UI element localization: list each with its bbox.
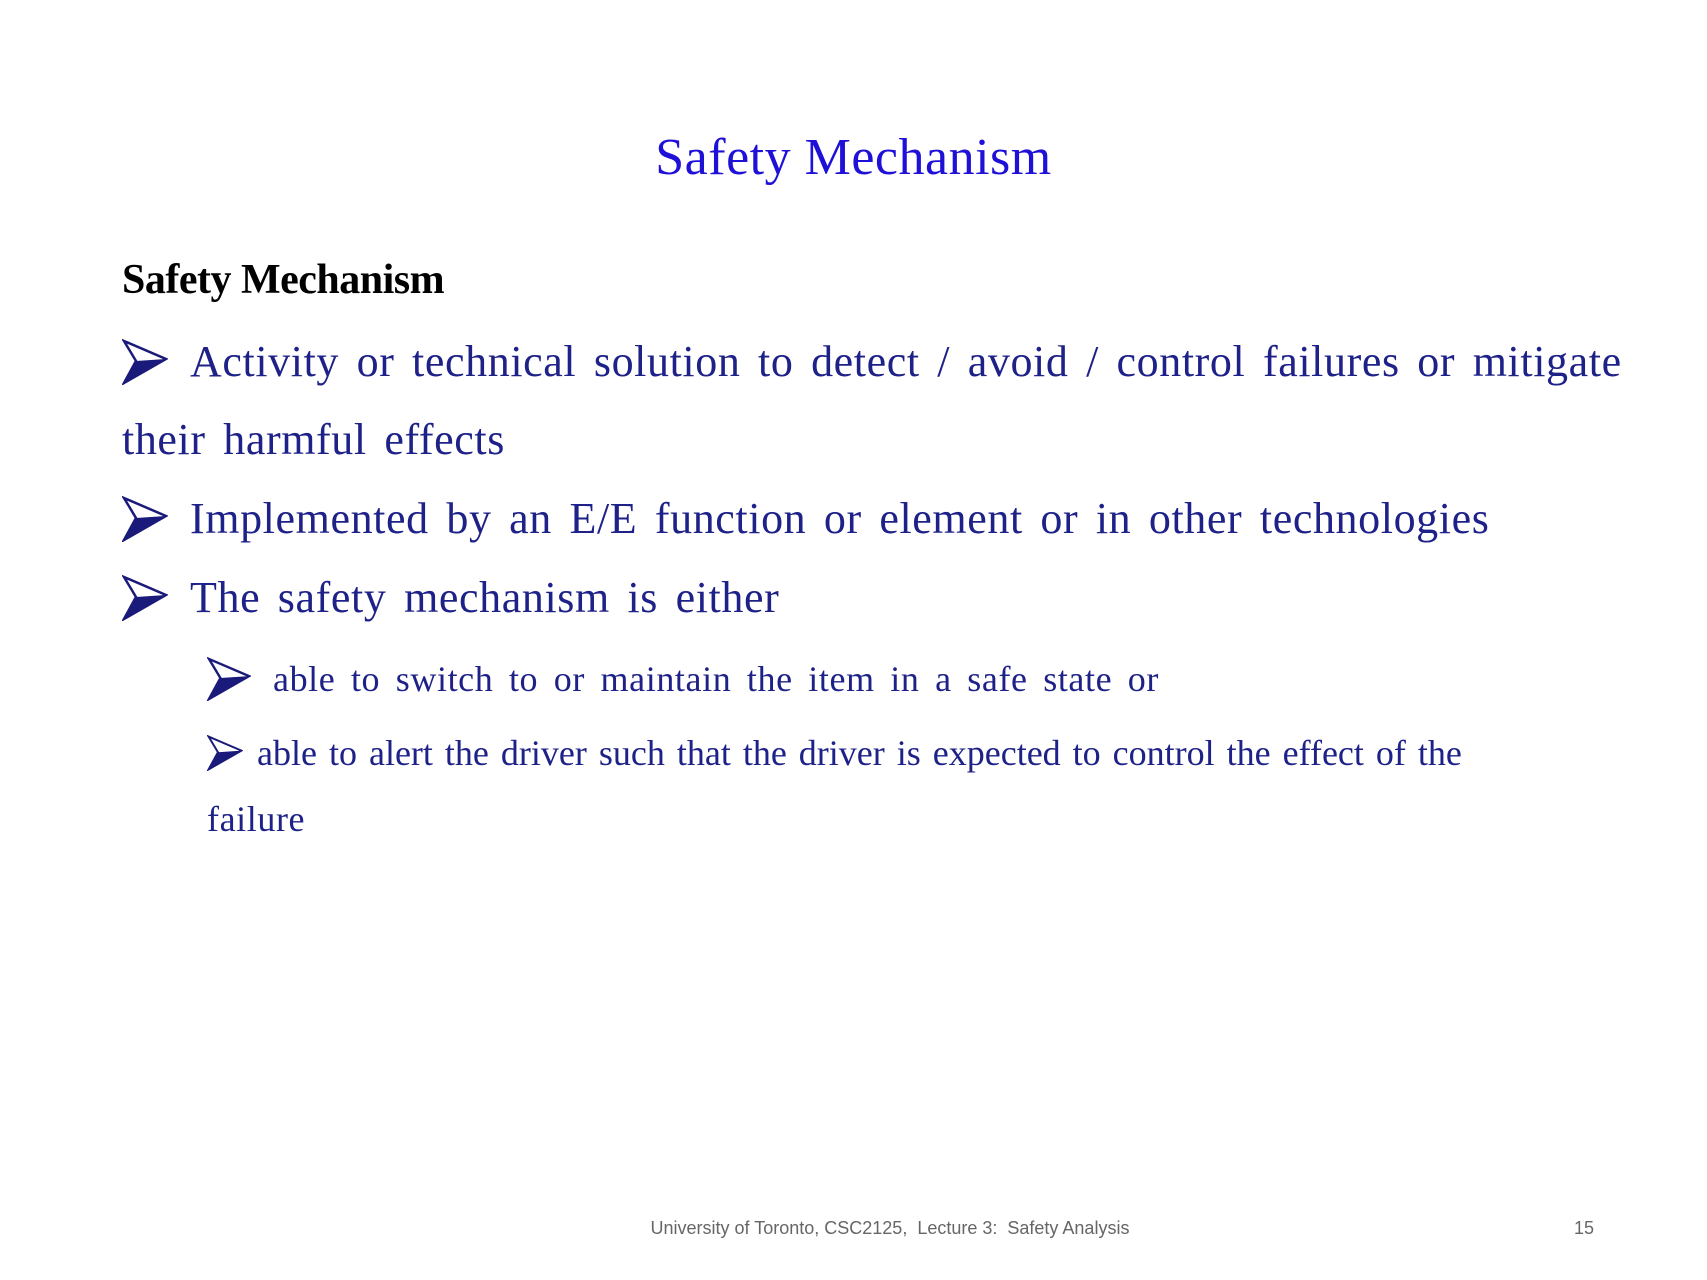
- footer-text: University of Toronto, CSC2125, Lecture 3: Safety Analysis: [650, 1218, 1130, 1238]
- sub-bullet-2-line-1: able to alert the driver such that the driver is expected to control the effect of the: [257, 733, 1462, 773]
- arrowhead-bullet-icon: [122, 496, 168, 542]
- bullet-2-text: Implemented by an E/E function or element or in other technologies: [190, 494, 1490, 543]
- bullet-3: [122, 572, 779, 624]
- sub-bullet-2: [207, 731, 1462, 775]
- page-number: 15: [1573, 1218, 1594, 1238]
- sub-bullet-1: [207, 657, 1159, 701]
- bullet-1: [122, 336, 1622, 388]
- section-heading: Safety Mechanism: [122, 257, 445, 303]
- arrowhead-bullet-icon: [207, 657, 251, 701]
- sub-bullet-1-text: able to switch to or maintain the item in a safe state or: [273, 659, 1159, 699]
- arrowhead-bullet-icon: [122, 575, 168, 621]
- sub-bullet-2-line-2: failure: [207, 799, 306, 839]
- slide-title: Safety Mechanism: [655, 129, 1052, 186]
- arrowhead-bullet-icon: [122, 339, 168, 385]
- bullet-2: [122, 493, 1489, 545]
- bullet-1-line-1: Activity or technical solution to detect / avoid / control failures or mitigate: [190, 337, 1622, 386]
- arrowhead-bullet-icon: [207, 735, 243, 771]
- bullet-3-text: The safety mechanism is either: [190, 573, 780, 622]
- bullet-1-line-2: their harmful effects: [122, 415, 505, 464]
